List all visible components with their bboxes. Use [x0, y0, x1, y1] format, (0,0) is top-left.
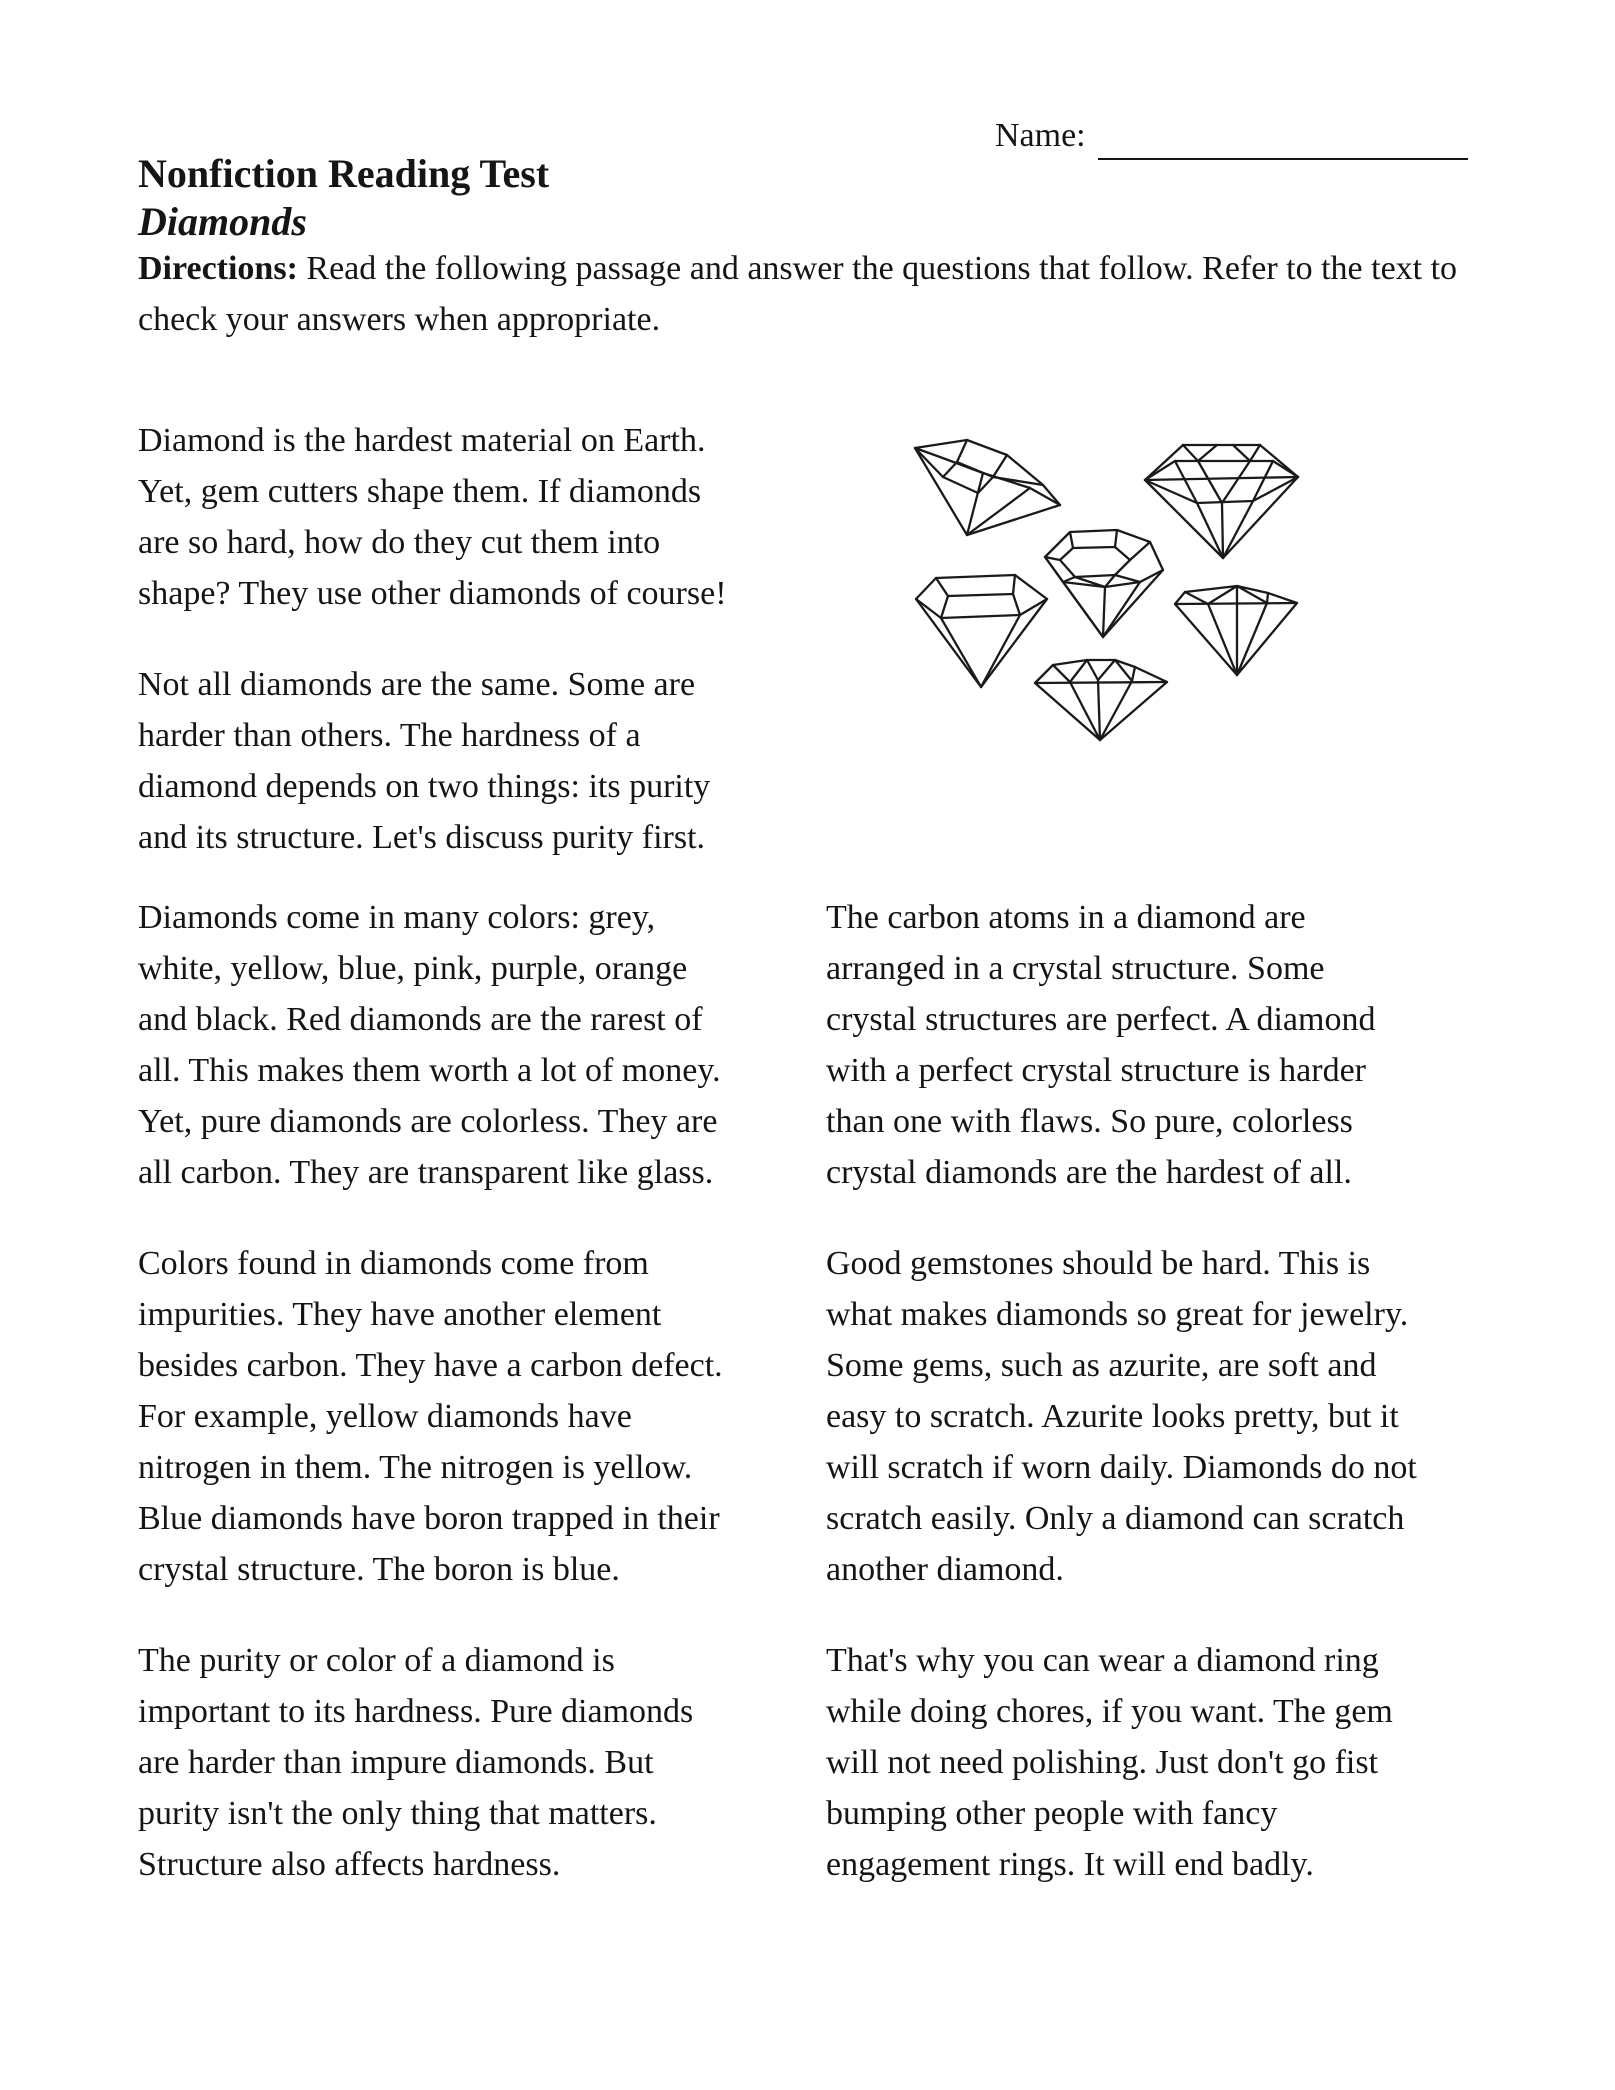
diamond-front-large-icon — [1145, 445, 1298, 558]
diamond-simple-front-icon — [1175, 586, 1297, 675]
directions — [138, 243, 1458, 345]
directions-text: Read the following passage and answer the questions that follow. Refer to the text to check your answers when appropriate. — [138, 250, 1458, 338]
name-label: Name: — [995, 117, 1086, 154]
diamonds-illustration-svg — [900, 432, 1320, 752]
right-paragraph-3: That's why you can wear a diamond ring while doing chores, if you want. The gem will not need polishing. Just don't go fist bumping other people with fancy engagement rings. It will end badly. — [826, 1642, 1393, 1883]
directions-label: Directions: — [138, 250, 298, 287]
intro-paragraph-1: Diamond is the hardest material on Earth. Yet, gem cutters shape them. If diamonds are so hard, how do they cut them into shape? They use other diamonds of course! — [138, 422, 727, 612]
right-paragraph-2: Good gemstones should be hard. This is what makes diamonds so great for jewelry. Some gems, such as azurite, are soft and easy to scratch. Azurite looks pretty, but it will scratch if worn daily. Diamonds do not scratch easily. Only a diamond can scratch another diamond. — [826, 1245, 1417, 1588]
name-row — [995, 112, 1468, 160]
intro-section — [138, 415, 738, 903]
left-column — [138, 892, 733, 1930]
left-paragraph-2: Colors found in diamonds come from impurities. They have another element besides carbon. They have a carbon defect. For example, yellow diamonds have nitrogen in them. The nitrogen is yellow. Blue diamonds have boron trapped in their crystal structure. The boron is blue. — [138, 1245, 723, 1588]
name-blank-line[interactable] — [1098, 112, 1468, 160]
left-paragraph-1: Diamonds come in many colors: grey, white, yellow, blue, pink, purple, orange and black. Red diamonds are the rarest of all. This makes them worth a lot of money. Yet, pure diamonds are colorless. They are all carbon. They are transparent like glass. — [138, 899, 721, 1191]
diamonds-illustration — [900, 432, 1320, 752]
diamond-three-quarter-icon — [1045, 530, 1163, 637]
page-title: Nonfiction Reading Test — [138, 151, 550, 196]
right-column — [826, 892, 1421, 1930]
intro-paragraph-2: Not all diamonds are the same. Some are harder than others. The hardness of a diamond depends on two things: its purity and its structure. Let's discuss purity first. — [138, 666, 711, 856]
right-paragraph-1: The carbon atoms in a diamond are arranged in a crystal structure. Some crystal structures are perfect. A diamond with a perfect crystal structure is harder than one with flaws. So pure, colorless crystal diamonds are the hardest of all. — [826, 899, 1376, 1191]
left-paragraph-3: The purity or color of a diamond is important to its hardness. Pure diamonds are harder than impure diamonds. But purity isn't the only thing that matters. Structure also affects hardness. — [138, 1642, 694, 1883]
page-subtitle: Diamonds — [138, 199, 307, 244]
diamond-tilted-icon — [915, 440, 1060, 535]
diamond-simple-tilted-icon — [916, 575, 1047, 687]
diamond-wide-icon — [1035, 660, 1167, 740]
